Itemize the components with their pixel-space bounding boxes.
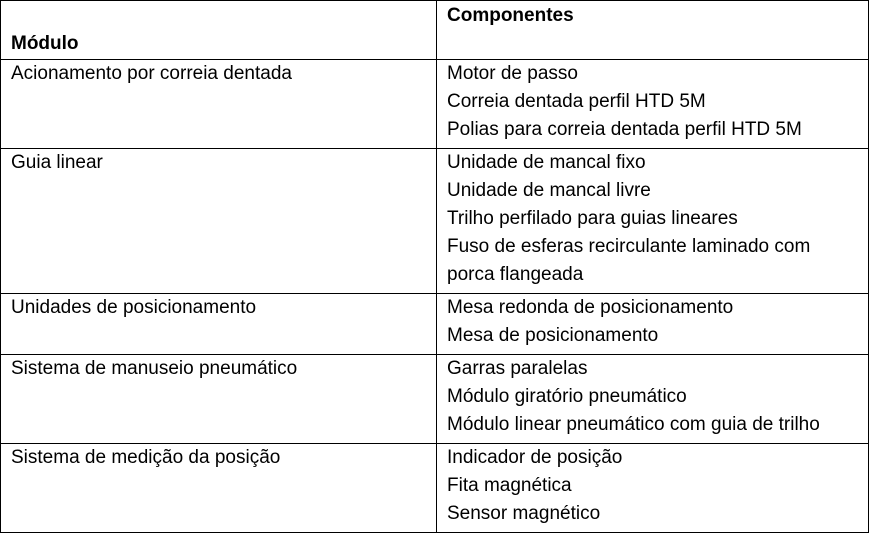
- components-cell: [437, 444, 869, 533]
- module-name: Sistema de manuseio pneumático: [11, 358, 298, 379]
- component-item: Módulo giratório pneumático: [447, 386, 687, 407]
- component-item: porca flangeada: [447, 264, 584, 285]
- components-cell: [437, 149, 869, 294]
- components-cell: [437, 294, 869, 355]
- component-item: Unidade de mancal livre: [447, 180, 651, 201]
- module-cell: [1, 60, 437, 149]
- component-item: Fita magnética: [447, 475, 572, 496]
- module-name: Guia linear: [11, 152, 103, 173]
- table-body: [1, 60, 869, 533]
- component-item: Correia dentada perfil HTD 5M: [447, 91, 706, 112]
- module-name: Unidades de posicionamento: [11, 297, 257, 318]
- component-item: Mesa de posicionamento: [447, 325, 659, 346]
- module-cell: [1, 149, 437, 294]
- component-item: Trilho perfilado para guias lineares: [447, 208, 738, 229]
- component-item: Polias para correia dentada perfil HTD 5M: [447, 119, 802, 140]
- module-cell: [1, 355, 437, 444]
- component-item: Sensor magnético: [447, 503, 601, 524]
- table-row: [1, 444, 869, 533]
- component-item: Módulo linear pneumático com guia de trilho: [447, 414, 820, 435]
- components-cell: [437, 60, 869, 149]
- module-name: Acionamento por correia dentada: [11, 63, 292, 84]
- table-row: [1, 294, 869, 355]
- header-modulo: Módulo: [1, 1, 437, 60]
- components-cell: [437, 355, 869, 444]
- module-name: Sistema de medição da posição: [11, 447, 281, 468]
- component-item: Motor de passo: [447, 63, 578, 84]
- module-cell: [1, 444, 437, 533]
- component-item: Mesa redonda de posicionamento: [447, 297, 734, 318]
- component-item: Garras paralelas: [447, 358, 588, 379]
- table-row: [1, 355, 869, 444]
- table-header-row: [1, 1, 869, 60]
- component-item: Indicador de posição: [447, 447, 623, 468]
- table-row: [1, 60, 869, 149]
- component-item: Fuso de esferas recirculante laminado com: [447, 236, 811, 257]
- module-cell: [1, 294, 437, 355]
- table-row: [1, 149, 869, 294]
- component-item: Unidade de mancal fixo: [447, 152, 646, 173]
- header-componentes: Componentes: [437, 1, 869, 60]
